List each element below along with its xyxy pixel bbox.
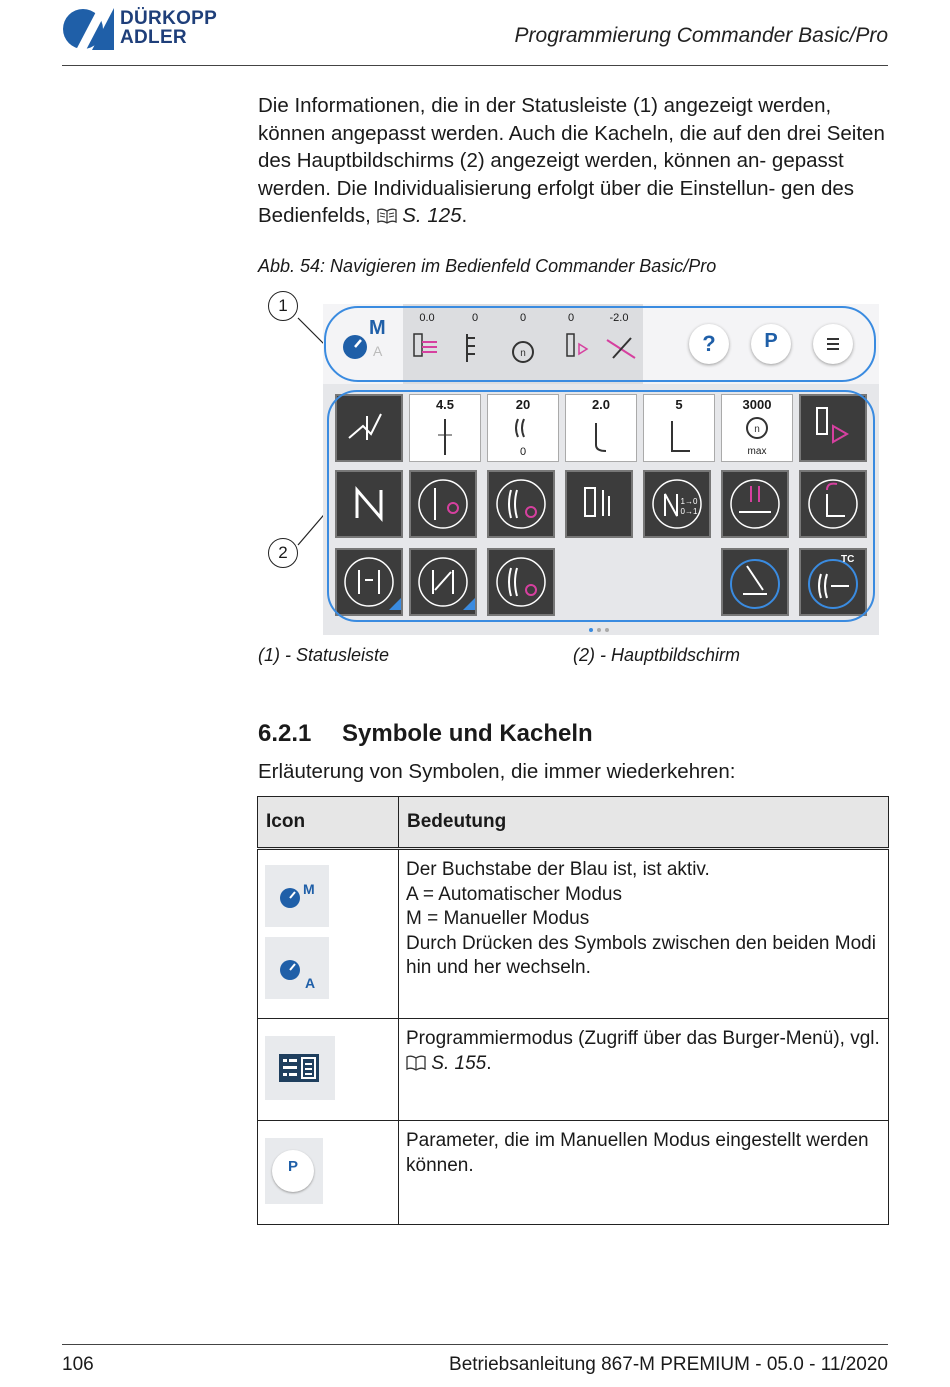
tile-stitch-length-value: 4.5 bbox=[435, 397, 455, 412]
tile-bartack-sub: 0 bbox=[519, 446, 527, 458]
figure-caption: Abb. 54: Navigieren im Bedienfeld Commander Basic/Pro bbox=[258, 256, 717, 276]
meaning-line: Der Buchstabe der Blau ist, ist aktiv. bbox=[406, 859, 710, 880]
book-icon bbox=[406, 1055, 426, 1071]
mode-icon-auto bbox=[265, 937, 329, 999]
legend-statusbar: (1) - Statusleiste bbox=[258, 645, 390, 665]
page-number: 106 bbox=[62, 1354, 94, 1375]
brand-logo bbox=[62, 8, 232, 50]
tc-label: TC bbox=[841, 554, 855, 565]
intro-paragraph bbox=[258, 92, 890, 230]
section-intro: Erläuterung von Symbolen, die immer wiederkehren: bbox=[258, 760, 736, 783]
meaning-text: Programmiermodus (Zugriff über das Burger-Menü), vgl. bbox=[406, 1028, 880, 1049]
status-value-stitch: 0.0 bbox=[419, 312, 435, 324]
help-button[interactable]: ? bbox=[689, 324, 729, 364]
meaning-line: A = Automatischer Modus bbox=[406, 883, 622, 905]
gauge-icon bbox=[279, 959, 301, 981]
programming-mode-icon bbox=[279, 1054, 319, 1082]
table-header-row bbox=[258, 797, 889, 849]
legend-mainscreen: (2) - Hauptbildschirm bbox=[573, 645, 741, 665]
logo-icon bbox=[62, 8, 114, 50]
meaning-line: Durch Drücken des Symbols zwischen den beiden Modi hin und her wechseln. bbox=[406, 932, 876, 978]
svg-text:0→1: 0→1 bbox=[680, 507, 698, 516]
symbols-table bbox=[257, 796, 889, 1225]
mode-letter-m: M bbox=[369, 317, 386, 339]
programming-mode-icon-tile bbox=[265, 1036, 335, 1100]
brand-name bbox=[120, 9, 217, 47]
column-header-meaning: Bedeutung bbox=[399, 797, 889, 849]
mode-letter-a: A bbox=[373, 343, 383, 359]
tile-max-speed-value: 3000 bbox=[742, 397, 772, 412]
meaning-cell: Parameter, die im Manuellen Modus eingestellt werden können. bbox=[399, 1121, 889, 1225]
gauge-icon bbox=[279, 887, 301, 909]
icon-cell bbox=[258, 849, 399, 1019]
tile-foot-pressure-value: 5 bbox=[675, 397, 683, 412]
status-bar-highlight bbox=[324, 306, 876, 382]
meaning-cell bbox=[399, 1019, 889, 1121]
intro-end: . bbox=[461, 204, 468, 227]
status-value-needle: 0 bbox=[567, 312, 575, 324]
icon-cell bbox=[258, 1121, 399, 1225]
status-value-count: 0 bbox=[471, 312, 479, 324]
page-dot-active[interactable] bbox=[589, 628, 593, 632]
intro-text: Die Informationen, die in der Statusleiste (1) angezeigt werden, können angepasst werden. Auch die Kacheln, die auf den drei Seiten des Hauptbildschirms (2) angezeigt werden, können an- gepasst werden. Die Individualisierung erfolgt über die Einstellun- gen des Bedienfelds, bbox=[258, 94, 885, 227]
mode-icon-manual bbox=[265, 865, 329, 927]
parameter-icon bbox=[272, 1150, 314, 1192]
tile-bartack-value: 20 bbox=[515, 397, 531, 412]
table-row bbox=[258, 1019, 889, 1121]
section-number: 6.2.1 bbox=[258, 720, 312, 747]
callout-1: 1 bbox=[268, 291, 298, 321]
table-row bbox=[258, 849, 889, 1019]
header-rule bbox=[62, 65, 888, 66]
header-title: Programmierung Commander Basic/Pro bbox=[514, 24, 888, 47]
parameter-letter: P bbox=[764, 330, 778, 352]
footer-rule bbox=[62, 1344, 888, 1345]
mode-letter-m: M bbox=[303, 881, 315, 897]
parameter-icon-tile bbox=[265, 1138, 323, 1204]
svg-text:1→0: 1→0 bbox=[680, 497, 698, 506]
footer-doc-title: Betriebsanleitung 867-M PREMIUM - 05.0 - 11/2020 bbox=[449, 1354, 888, 1375]
page-dot[interactable] bbox=[597, 628, 601, 632]
brand-line1: DÜRKOPP bbox=[120, 8, 218, 29]
section-title: Symbole und Kacheln bbox=[342, 720, 593, 747]
intro-page-ref[interactable]: S. 125 bbox=[402, 204, 462, 227]
meaning-end: . bbox=[486, 1052, 492, 1074]
tile-foot-lift-value: 2.0 bbox=[591, 397, 611, 412]
callout-2: 2 bbox=[268, 538, 298, 568]
book-icon bbox=[377, 208, 397, 224]
control-panel-figure bbox=[323, 304, 879, 635]
svg-text:n: n bbox=[520, 348, 526, 359]
parameter-letter: P bbox=[287, 1158, 298, 1175]
brand-line2: ADLER bbox=[120, 27, 187, 48]
main-screen-highlight bbox=[327, 390, 875, 622]
meaning-cell bbox=[399, 849, 889, 1019]
icon-cell bbox=[258, 1019, 399, 1121]
svg-text:n: n bbox=[754, 424, 760, 435]
page-dot[interactable] bbox=[605, 628, 609, 632]
status-value-speed: 0 bbox=[519, 312, 527, 324]
meaning-line: M = Manueller Modus bbox=[406, 908, 590, 929]
table-row bbox=[258, 1121, 889, 1225]
tile-max-speed-sub: max bbox=[747, 446, 767, 457]
column-header-icon: Icon bbox=[258, 797, 399, 849]
mode-letter-a: A bbox=[305, 975, 316, 991]
meaning-page-ref[interactable]: S. 155 bbox=[431, 1052, 487, 1074]
status-value-tension: -2.0 bbox=[609, 312, 629, 324]
